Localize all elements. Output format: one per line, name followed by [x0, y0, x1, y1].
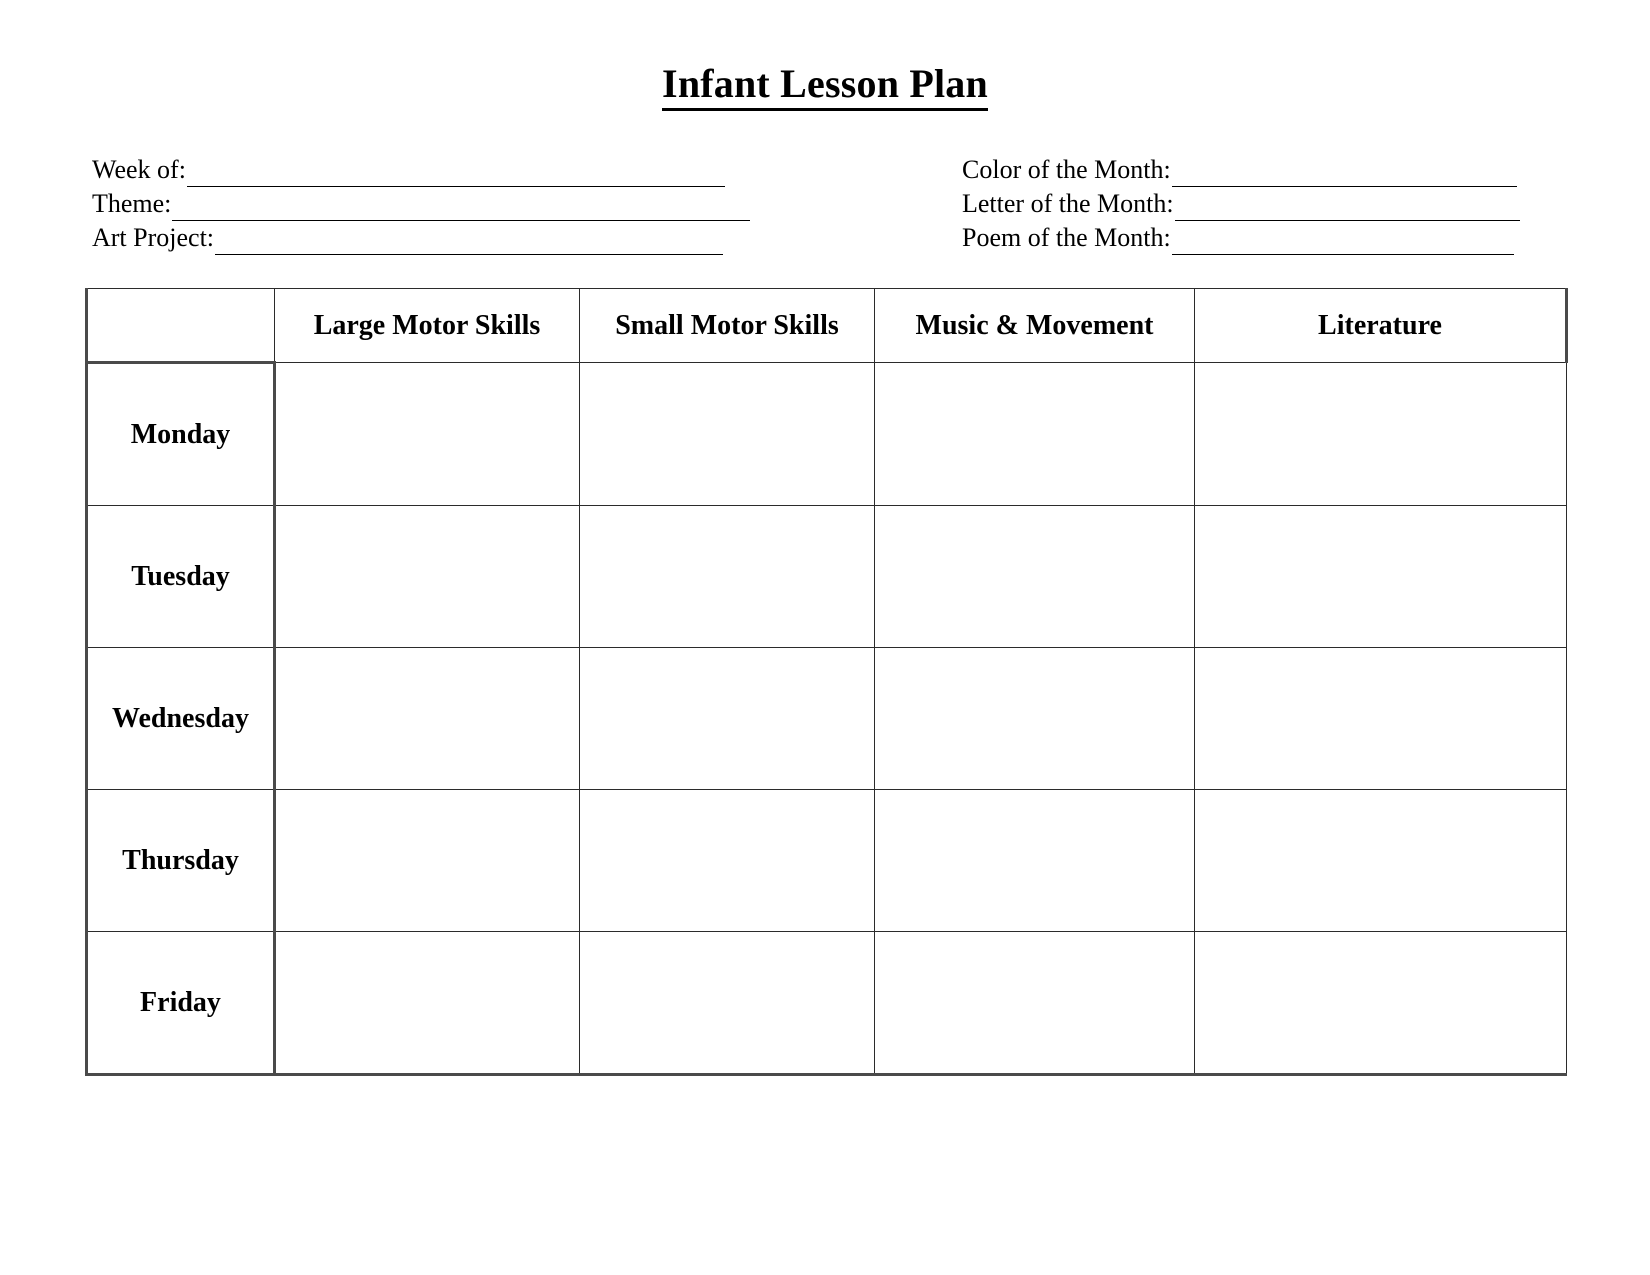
day-label-thursday: Thursday	[87, 790, 275, 932]
table-header	[87, 289, 1567, 363]
table-header-row	[87, 289, 1567, 363]
cell-monday-small-motor-skills[interactable]	[580, 363, 875, 506]
table-row	[87, 648, 1567, 790]
lesson-plan-table-container	[85, 288, 1565, 1076]
cell-wednesday-large-motor-skills[interactable]	[275, 648, 580, 790]
column-header-small-motor-skills: Small Motor Skills	[580, 289, 875, 363]
cell-wednesday-small-motor-skills[interactable]	[580, 648, 875, 790]
field-poem-of-the-month	[962, 221, 1562, 255]
field-color-of-the-month	[962, 153, 1562, 187]
field-theme-label: Theme:	[92, 189, 172, 218]
field-art-project-input[interactable]	[215, 232, 723, 255]
field-color-of-the-month-label: Color of the Month:	[962, 155, 1171, 184]
meta-column-right	[962, 153, 1562, 255]
column-header-literature: Literature	[1195, 289, 1567, 363]
field-art-project-label: Art Project:	[92, 223, 215, 252]
cell-friday-large-motor-skills[interactable]	[275, 932, 580, 1075]
field-letter-of-the-month-label: Letter of the Month:	[962, 189, 1174, 218]
cell-tuesday-literature[interactable]	[1195, 506, 1567, 648]
cell-monday-large-motor-skills[interactable]	[275, 363, 580, 506]
field-letter-of-the-month	[962, 187, 1562, 221]
cell-friday-literature[interactable]	[1195, 932, 1567, 1075]
table-corner-header	[87, 289, 275, 363]
field-theme	[92, 187, 792, 221]
field-color-of-the-month-input[interactable]	[1172, 164, 1517, 187]
table-row	[87, 363, 1567, 506]
field-week-of-input[interactable]	[187, 164, 725, 187]
meta-column-left	[92, 153, 792, 255]
cell-monday-literature[interactable]	[1195, 363, 1567, 506]
field-poem-of-the-month-label: Poem of the Month:	[962, 223, 1171, 252]
day-label-wednesday: Wednesday	[87, 648, 275, 790]
lesson-plan-table	[85, 288, 1568, 1076]
cell-wednesday-literature[interactable]	[1195, 648, 1567, 790]
meta-fields	[0, 153, 1650, 255]
page-title: Infant Lesson Plan	[662, 62, 988, 111]
cell-friday-music-and-movement[interactable]	[875, 932, 1195, 1075]
cell-thursday-large-motor-skills[interactable]	[275, 790, 580, 932]
field-week-of-label: Week of:	[92, 155, 186, 184]
field-week-of	[92, 153, 792, 187]
day-label-friday: Friday	[87, 932, 275, 1075]
table-body	[87, 363, 1567, 1075]
cell-monday-music-and-movement[interactable]	[875, 363, 1195, 506]
cell-tuesday-music-and-movement[interactable]	[875, 506, 1195, 648]
table-row	[87, 790, 1567, 932]
column-header-large-motor-skills: Large Motor Skills	[275, 289, 580, 363]
column-header-music-and-movement: Music & Movement	[875, 289, 1195, 363]
table-row	[87, 506, 1567, 648]
day-label-tuesday: Tuesday	[87, 506, 275, 648]
cell-thursday-literature[interactable]	[1195, 790, 1567, 932]
field-poem-of-the-month-input[interactable]	[1172, 232, 1514, 255]
cell-tuesday-small-motor-skills[interactable]	[580, 506, 875, 648]
field-letter-of-the-month-input[interactable]	[1175, 198, 1520, 221]
cell-thursday-music-and-movement[interactable]	[875, 790, 1195, 932]
day-label-monday: Monday	[87, 363, 275, 506]
field-theme-input[interactable]	[172, 198, 750, 221]
cell-friday-small-motor-skills[interactable]	[580, 932, 875, 1075]
table-row	[87, 932, 1567, 1075]
cell-thursday-small-motor-skills[interactable]	[580, 790, 875, 932]
cell-tuesday-large-motor-skills[interactable]	[275, 506, 580, 648]
cell-wednesday-music-and-movement[interactable]	[875, 648, 1195, 790]
page-title-container	[0, 0, 1650, 111]
field-art-project	[92, 221, 792, 255]
